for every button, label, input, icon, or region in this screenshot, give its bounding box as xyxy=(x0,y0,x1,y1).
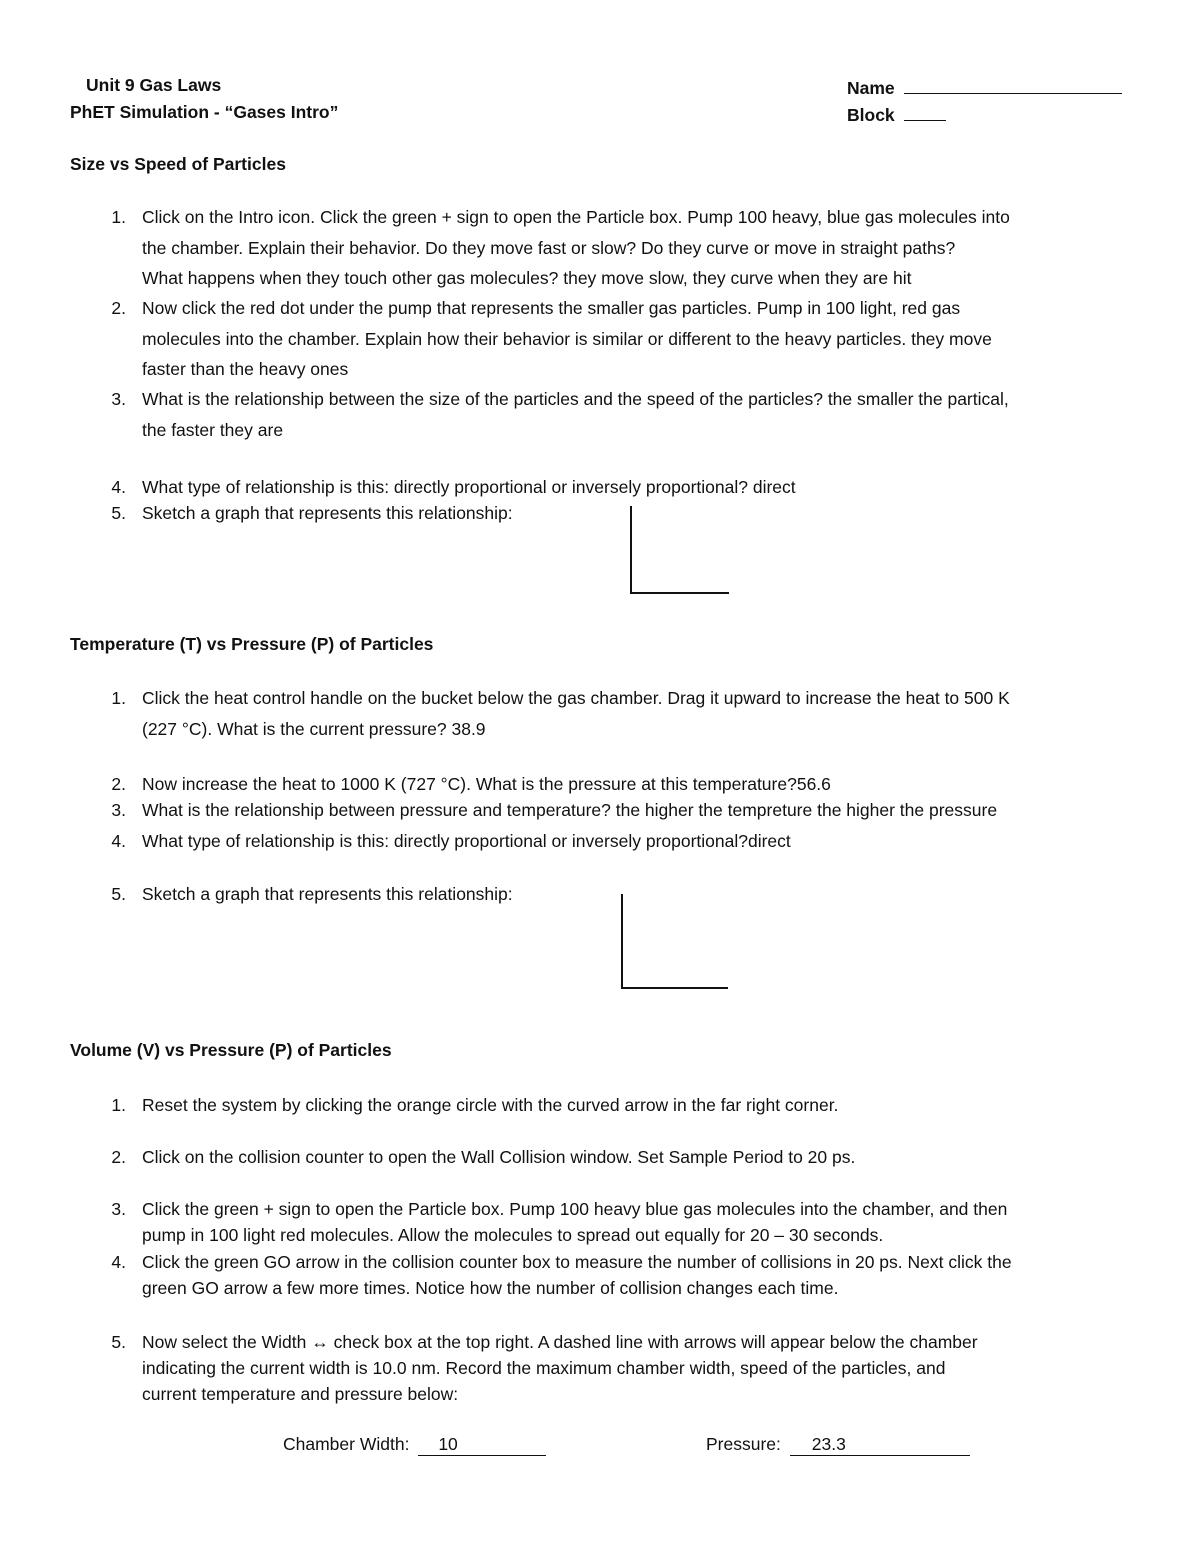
item-number: 5. xyxy=(111,1332,126,1352)
name-label: Name xyxy=(847,78,895,98)
item-text xyxy=(142,1249,1132,1301)
text-line: pump in 100 light red molecules. Allow the molecules to spread out equally for 20 – 30 seconds. xyxy=(142,1225,884,1245)
chamber-width-value: 10 xyxy=(438,1434,458,1454)
name-field[interactable] xyxy=(847,75,1122,99)
text-line: Click the heat control handle on the bucket below the gas chamber. Drag it upward to increase the heat to 500 K xyxy=(142,688,1010,708)
item-text: What type of relationship is this: directly proportional or inversely proportional?direct xyxy=(142,831,791,851)
text-line: Now select the Width ↔ check box at the top right. A dashed line with arrows will appear below the chamber xyxy=(142,1332,978,1352)
text-line: the faster they are xyxy=(142,419,284,440)
block-label: Block xyxy=(847,105,895,125)
item-number: 2. xyxy=(111,774,126,794)
chamber-width-answer[interactable] xyxy=(418,1434,546,1456)
text-line: molecules into the chamber. Explain how their behavior is similar or different to the heavy particles. they move xyxy=(142,328,992,349)
item-text: Click on the collision counter to open the Wall Collision window. Set Sample Period to 20 ps. xyxy=(142,1147,856,1167)
graph-x-axis xyxy=(630,592,729,594)
section-heading-temp-pressure: Temperature (T) vs Pressure (P) of Particles xyxy=(70,634,434,654)
graph-y-axis xyxy=(630,506,632,594)
text-line: What is the relationship between the size of the particles and the speed of the particles? the smaller the partical, xyxy=(142,389,1009,409)
item-number: 5. xyxy=(111,884,126,904)
graph-y-axis xyxy=(621,894,623,988)
name-blank[interactable] xyxy=(904,75,1122,94)
text-line: What happens when they touch other gas molecules? they move slow, they curve when they are hit xyxy=(142,268,912,288)
item-text xyxy=(142,202,1132,294)
item-text xyxy=(142,1196,1132,1248)
unit-title: Unit 9 Gas Laws xyxy=(86,75,222,95)
item-number: 2. xyxy=(111,1147,126,1167)
text-line: the chamber. Explain their behavior. Do they move fast or slow? Do they curve or move in straight paths? xyxy=(142,237,956,258)
item-number: 4. xyxy=(111,477,126,497)
text-line: current temperature and pressure below: xyxy=(142,1384,459,1404)
item-text: What is the relationship between pressure and temperature? the higher the tempreture the higher the pressure xyxy=(142,800,998,820)
text-line: (227 °C). What is the current pressure? 38.9 xyxy=(142,718,486,739)
sim-title: PhET Simulation - “Gases Intro” xyxy=(70,102,339,122)
item-text: Sketch a graph that represents this relationship: xyxy=(142,884,513,904)
item-number: 5. xyxy=(111,503,126,523)
item-number: 3. xyxy=(111,389,126,409)
block-blank[interactable] xyxy=(904,102,946,121)
text-line: Click on the Intro icon. Click the green + sign to open the Particle box. Pump 100 heavy, blue gas molecules into xyxy=(142,207,1010,227)
text-line: faster than the heavy ones xyxy=(142,359,349,379)
item-text: Sketch a graph that represents this relationship: xyxy=(142,503,513,523)
item-number: 4. xyxy=(111,831,126,851)
text-line: Now click the red dot under the pump that represents the smaller gas particles. Pump in 100 light, red gas xyxy=(142,298,961,318)
item-number: 1. xyxy=(111,1095,126,1115)
pressure-label: Pressure: xyxy=(706,1434,781,1454)
pressure-field[interactable] xyxy=(706,1434,970,1456)
item-number: 2. xyxy=(111,298,126,318)
item-text xyxy=(142,293,1132,385)
chamber-width-label: Chamber Width: xyxy=(283,1434,410,1454)
item-text: Reset the system by clicking the orange circle with the curved arrow in the far right corner. xyxy=(142,1095,839,1115)
item-number: 1. xyxy=(111,207,126,227)
item-text xyxy=(142,384,1132,445)
section-heading-size-speed: Size vs Speed of Particles xyxy=(70,154,286,174)
item-number: 3. xyxy=(111,1199,126,1219)
block-field[interactable] xyxy=(847,102,946,126)
item-text xyxy=(142,1329,1132,1407)
section-heading-volume-pressure: Volume (V) vs Pressure (P) of Particles xyxy=(70,1040,392,1060)
graph-x-axis xyxy=(621,987,728,989)
text-line: Click the green GO arrow in the collision counter box to measure the number of collisions in 20 ps. Next click the xyxy=(142,1252,1012,1272)
text-line: Click the green + sign to open the Particle box. Pump 100 heavy blue gas molecules into the chamber, and then xyxy=(142,1199,1008,1219)
text-line: indicating the current width is 10.0 nm. Record the maximum chamber width, speed of the particles, and xyxy=(142,1358,946,1378)
item-number: 4. xyxy=(111,1252,126,1272)
pressure-value: 23.3 xyxy=(811,1434,846,1454)
chamber-width-field[interactable] xyxy=(283,1434,546,1456)
item-number: 3. xyxy=(111,800,126,820)
pressure-answer[interactable] xyxy=(790,1434,970,1456)
item-text: Now increase the heat to 1000 K (727 °C). What is the pressure at this temperature?56.6 xyxy=(142,774,831,794)
item-number: 1. xyxy=(111,688,126,708)
item-text: What type of relationship is this: directly proportional or inversely proportional? direct xyxy=(142,477,796,497)
text-line: green GO arrow a few more times. Notice how the number of collision changes each time. xyxy=(142,1278,839,1298)
item-text xyxy=(142,683,1132,744)
